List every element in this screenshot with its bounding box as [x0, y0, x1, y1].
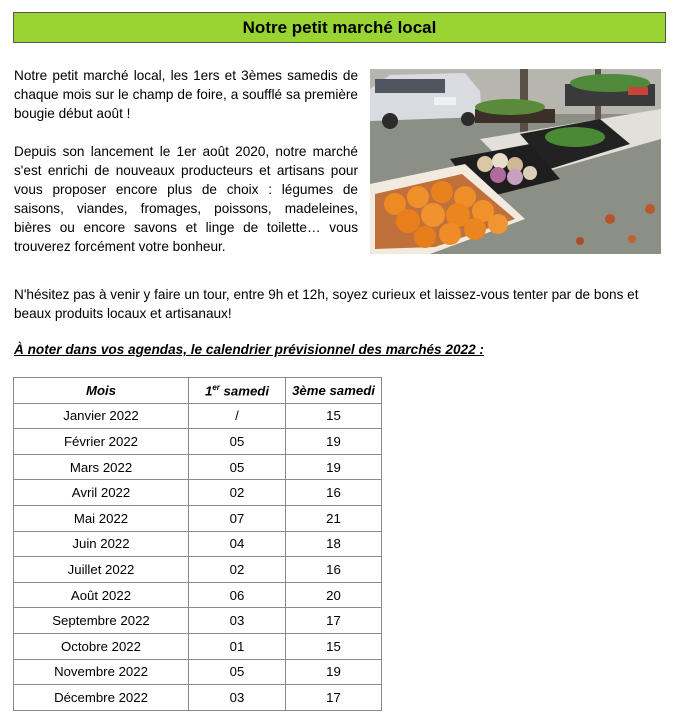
cell-month: Mai 2022: [14, 505, 189, 531]
cell-first-saturday: 05: [189, 454, 286, 480]
cell-month: Juillet 2022: [14, 557, 189, 583]
cell-first-saturday: 05: [189, 659, 286, 685]
cell-first-saturday: 07: [189, 505, 286, 531]
cell-first-saturday: /: [189, 403, 286, 429]
header-mois: Mois: [14, 378, 189, 404]
table-row: [14, 659, 382, 685]
page-title-bar: [13, 12, 666, 43]
market-photo: [370, 69, 661, 254]
cell-month: Mars 2022: [14, 454, 189, 480]
intro-paragraph-2: Depuis son lancement le 1er août 2020, notre marché s'est enrichi de nouveaux producteurs et artisans pour vous proposer encore plus de choix : légumes de saisons, viandes, fromages, poissons, madeleines, bières ou encore savons et linge de toilette… vous trouverez forcément votre bonheur.: [14, 144, 358, 254]
cell-first-saturday: 01: [189, 633, 286, 659]
header-first-saturday: [189, 378, 286, 404]
cell-first-saturday: 06: [189, 582, 286, 608]
table-row: [14, 608, 382, 634]
invitation-text: N'hésitez pas à venir y faire un tour, entre 9h et 12h, soyez curieux et laissez-vous tenter par de bons et beaux produits locaux et artisanaux!: [14, 287, 639, 321]
cell-third-saturday: 19: [286, 429, 382, 455]
cell-third-saturday: 19: [286, 659, 382, 685]
cell-third-saturday: 21: [286, 505, 382, 531]
cell-first-saturday: 02: [189, 480, 286, 506]
market-calendar-table: [13, 377, 382, 711]
cell-third-saturday: 18: [286, 531, 382, 557]
header-first-superscript: er: [212, 382, 220, 392]
cell-third-saturday: 17: [286, 608, 382, 634]
cell-third-saturday: 20: [286, 582, 382, 608]
cell-month: Novembre 2022: [14, 659, 189, 685]
market-photo-illustration: [370, 69, 661, 254]
header-first-label: samedi: [219, 382, 270, 398]
cell-month: Février 2022: [14, 429, 189, 455]
calendar-note: À noter dans vos agendas, le calendrier prévisionnel des marchés 2022 :: [14, 342, 484, 357]
header-third-saturday: 3ème samedi: [286, 378, 382, 404]
table-row: [14, 582, 382, 608]
cell-third-saturday: 15: [286, 403, 382, 429]
cell-third-saturday: 17: [286, 685, 382, 711]
cell-month: Septembre 2022: [14, 608, 189, 634]
cell-first-saturday: 03: [189, 608, 286, 634]
table-row: [14, 685, 382, 711]
table-body: [14, 403, 382, 710]
cell-month: Décembre 2022: [14, 685, 189, 711]
cell-third-saturday: 16: [286, 557, 382, 583]
table-row: [14, 454, 382, 480]
cell-month: Janvier 2022: [14, 403, 189, 429]
table-row: [14, 557, 382, 583]
cell-month: Juin 2022: [14, 531, 189, 557]
cell-third-saturday: 16: [286, 480, 382, 506]
intro-text: [14, 66, 358, 275]
cell-first-saturday: 05: [189, 429, 286, 455]
cell-month: Août 2022: [14, 582, 189, 608]
table-row: [14, 480, 382, 506]
cell-month: Avril 2022: [14, 480, 189, 506]
table-row: [14, 429, 382, 455]
table-row: [14, 505, 382, 531]
page-title: Notre petit marché local: [242, 17, 437, 37]
cell-third-saturday: 15: [286, 633, 382, 659]
table-header-row: [14, 378, 382, 404]
table-row: [14, 531, 382, 557]
cell-third-saturday: 19: [286, 454, 382, 480]
cell-first-saturday: 04: [189, 531, 286, 557]
intro-paragraph-1: Notre petit marché local, les 1ers et 3èmes samedis de chaque mois sur le champ de foire, a soufflé sa première bougie début août !: [14, 68, 358, 121]
table-row: [14, 403, 382, 429]
cell-first-saturday: 03: [189, 685, 286, 711]
cell-month: Octobre 2022: [14, 633, 189, 659]
cell-first-saturday: 02: [189, 557, 286, 583]
table-row: [14, 633, 382, 659]
header-first-number: 1: [204, 382, 213, 398]
